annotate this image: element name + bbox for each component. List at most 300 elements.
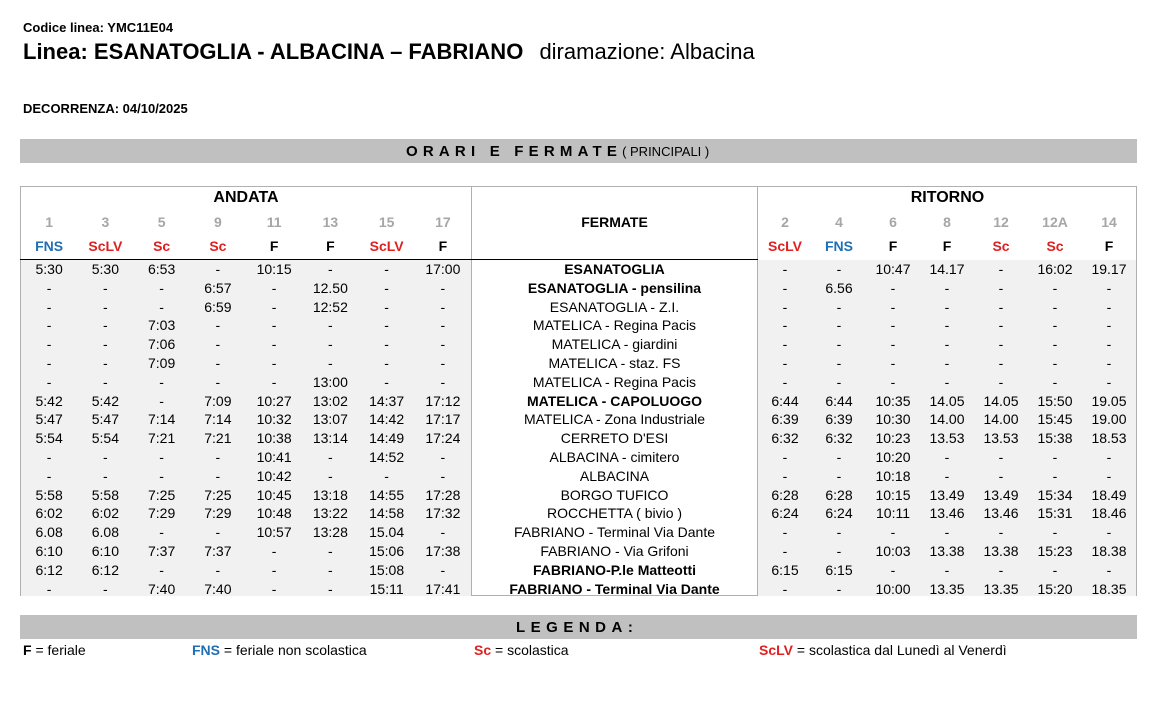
time-cell: 5:58 — [91, 486, 119, 503]
time-cell: - — [998, 373, 1004, 390]
time-cell: 10:48 — [256, 505, 292, 522]
ritorno-row — [758, 486, 1136, 505]
time-cell: - — [998, 279, 1004, 296]
time-cell: - — [1052, 524, 1058, 541]
time-cell: - — [159, 298, 164, 315]
time-cell: 13.53 — [983, 430, 1019, 447]
time-cell: - — [1052, 373, 1058, 390]
time-cell: - — [103, 580, 108, 597]
time-cell: 17:32 — [425, 505, 461, 522]
run-number: 12 — [993, 214, 1009, 230]
time-cell: 14:58 — [369, 505, 405, 522]
time-cell: 15:50 — [1037, 392, 1073, 409]
andata-row — [21, 580, 471, 599]
time-cell: - — [384, 354, 389, 371]
run-number: 6 — [889, 214, 897, 230]
time-cell: 6:28 — [771, 486, 799, 503]
time-cell: - — [215, 373, 221, 390]
time-cell: 17:38 — [425, 542, 461, 559]
andata-row — [21, 373, 471, 392]
time-cell: - — [1106, 279, 1112, 296]
time-cell: - — [103, 317, 108, 334]
time-cell: - — [271, 373, 277, 390]
time-cell: 14:49 — [369, 430, 405, 447]
ritorno-row — [758, 373, 1136, 392]
time-cell: 7:09 — [204, 392, 232, 409]
time-cell: - — [1052, 448, 1058, 465]
time-cell: 13.46 — [929, 505, 965, 522]
time-cell: 6:39 — [771, 411, 799, 428]
time-cell: - — [159, 392, 164, 409]
time-cell: 18.49 — [1091, 486, 1127, 503]
time-cell: 6:44 — [825, 392, 853, 409]
time-cell: 6:39 — [825, 411, 853, 428]
andata-row — [21, 354, 471, 373]
time-cell: 13:00 — [312, 373, 348, 390]
time-cell: 12.50 — [312, 279, 348, 296]
run-type: F — [1104, 238, 1114, 254]
time-cell: - — [836, 261, 842, 277]
time-cell: 13.38 — [929, 542, 965, 559]
run-type: Sc — [209, 238, 227, 254]
time-cell: - — [215, 354, 221, 371]
stop-name: FABRIANO-P.le Matteotti — [532, 561, 697, 578]
time-cell: - — [944, 354, 950, 371]
time-cell: - — [328, 542, 333, 559]
section-title-sub: ( PRINCIPALI ) — [622, 144, 710, 159]
time-cell: - — [328, 580, 333, 597]
time-cell: 14:52 — [369, 448, 405, 465]
time-cell: 6:53 — [148, 261, 176, 277]
run-type: F — [888, 238, 898, 254]
time-cell: - — [782, 279, 788, 296]
time-cell: - — [328, 467, 333, 484]
time-cell: 5:30 — [35, 261, 63, 277]
time-cell: 13:18 — [312, 486, 348, 503]
time-cell: - — [271, 561, 277, 578]
time-cell: 6.56 — [825, 279, 853, 296]
time-cell: - — [103, 467, 108, 484]
ritorno-row — [758, 392, 1136, 411]
time-cell: 7:21 — [204, 430, 232, 447]
time-cell: - — [46, 336, 52, 353]
time-cell: - — [159, 467, 164, 484]
time-cell: 15:11 — [369, 580, 404, 597]
section-title — [406, 143, 709, 160]
andata-title: ANDATA — [213, 189, 279, 206]
time-cell: - — [944, 373, 950, 390]
time-cell: 19.05 — [1091, 392, 1127, 409]
time-cell: - — [159, 561, 164, 578]
time-cell: 7:25 — [148, 486, 176, 503]
ritorno-row — [758, 410, 1136, 429]
time-cell: 16:02 — [1037, 261, 1073, 277]
stop-name: MATELICA - giardini — [551, 336, 678, 353]
time-cell: - — [998, 298, 1004, 315]
stop-name: MATELICA - Regina Pacis — [532, 317, 697, 334]
time-cell: - — [998, 561, 1004, 578]
time-cell: - — [944, 298, 950, 315]
time-cell: - — [782, 580, 788, 597]
fermate-title: FERMATE — [581, 214, 648, 230]
andata-row — [21, 504, 471, 523]
run-number: 3 — [101, 214, 110, 230]
time-cell: - — [782, 467, 788, 484]
stop-names — [471, 260, 758, 598]
time-cell: 6.08 — [91, 524, 119, 541]
time-cell: - — [1106, 317, 1112, 334]
legend-text: = scolastica dal Lunedì al Venerdì — [792, 642, 1007, 658]
legend-item-sclv — [759, 642, 1007, 658]
time-cell: - — [103, 298, 108, 315]
branch-label: diramazione: Albacina — [539, 39, 755, 64]
time-cell: - — [328, 354, 333, 371]
time-cell: - — [1052, 279, 1058, 296]
andata-row — [21, 279, 471, 298]
time-cell: - — [1106, 561, 1112, 578]
stop-name: ESANATOGLIA - Z.I. — [549, 298, 680, 315]
ritorno-row — [758, 542, 1136, 561]
time-cell: 13:02 — [312, 392, 348, 409]
time-cell: 10:41 — [256, 448, 292, 465]
time-cell: 13:22 — [312, 505, 348, 522]
time-cell: 6:10 — [91, 542, 119, 559]
ritorno-row — [758, 298, 1136, 317]
time-cell: 10:35 — [875, 392, 911, 409]
time-cell: - — [782, 524, 788, 541]
time-cell: 5:47 — [35, 411, 63, 428]
time-cell: 14.00 — [929, 411, 965, 428]
time-cell: 15:23 — [1037, 542, 1073, 559]
time-cell: - — [384, 467, 389, 484]
time-cell: - — [384, 373, 389, 390]
run-number: 14 — [1101, 214, 1117, 230]
time-cell: 5:42 — [91, 392, 119, 409]
legend-code: ScLV — [759, 642, 793, 658]
time-cell: 7:40 — [148, 580, 176, 597]
time-cell: 17:00 — [425, 261, 461, 277]
legend-band — [20, 615, 1137, 639]
time-cell: - — [440, 354, 446, 371]
time-cell: - — [384, 298, 389, 315]
run-type: FNS — [35, 238, 64, 254]
line-name: Linea: ESANATOGLIA - ALBACINA – FABRIANO — [23, 39, 524, 64]
legend-code: Sc — [474, 642, 492, 658]
run-type: ScLV — [768, 238, 802, 254]
time-cell: 5:42 — [35, 392, 63, 409]
time-cell: 7:25 — [204, 486, 232, 503]
time-cell: 7:29 — [204, 505, 232, 522]
time-cell: 15:08 — [369, 561, 405, 578]
time-cell: - — [1052, 561, 1058, 578]
stop-name: ROCCHETTA ( bivio ) — [546, 505, 683, 522]
ritorno-row — [758, 467, 1136, 486]
legend-text: = scolastica — [491, 642, 569, 658]
run-number: 2 — [781, 214, 789, 230]
time-cell: - — [215, 317, 221, 334]
time-cell: - — [1106, 373, 1112, 390]
time-cell: 6:12 — [35, 561, 63, 578]
run-type: ScLV — [88, 238, 123, 254]
run-number: 8 — [943, 214, 951, 230]
time-cell: 14:37 — [369, 392, 405, 409]
time-cell: 7:03 — [148, 317, 176, 334]
andata-row — [21, 316, 471, 335]
ritorno-row — [758, 335, 1136, 354]
time-cell: 13.46 — [983, 505, 1019, 522]
time-cell: 7:14 — [204, 411, 232, 428]
time-cell: - — [998, 317, 1004, 334]
time-cell: 19.00 — [1091, 411, 1127, 428]
time-cell: - — [103, 336, 108, 353]
legend-text: = feriale non scolastica — [220, 642, 367, 658]
run-number: 17 — [435, 214, 451, 230]
stop-name: ALBACINA — [579, 467, 650, 484]
stop-name: MATELICA - CAPOLUOGO — [527, 392, 702, 409]
time-cell: - — [782, 261, 788, 277]
time-cell: 13.49 — [983, 486, 1019, 503]
time-cell: 10:23 — [875, 430, 911, 447]
ritorno-row — [758, 429, 1136, 448]
time-cell: - — [440, 298, 446, 315]
time-cell: 10:57 — [256, 524, 292, 541]
legend-title: LEGENDA: — [516, 619, 639, 636]
time-cell: 7:06 — [148, 336, 176, 353]
run-type: Sc — [153, 238, 171, 254]
time-cell: 10:00 — [875, 580, 911, 597]
time-cell: - — [46, 580, 52, 597]
andata-row — [21, 429, 471, 448]
time-cell: 13.35 — [929, 580, 965, 597]
time-cell: 14:55 — [369, 486, 405, 503]
time-cell: 10:38 — [256, 430, 292, 447]
time-cell: 7:21 — [148, 430, 176, 447]
ritorno-row — [758, 354, 1136, 373]
time-cell: 6:10 — [35, 542, 63, 559]
time-cell: 10:20 — [875, 448, 911, 465]
time-cell: 14.05 — [983, 392, 1019, 409]
run-type: Sc — [992, 238, 1010, 254]
time-cell: - — [215, 524, 221, 541]
time-cell: - — [46, 373, 52, 390]
time-cell: 5:30 — [91, 261, 119, 277]
time-cell: - — [159, 373, 164, 390]
time-cell: - — [159, 448, 164, 465]
time-cell: 5:47 — [91, 411, 119, 428]
legend — [0, 642, 1173, 662]
run-number: 11 — [266, 214, 282, 230]
time-cell: 13.49 — [929, 486, 965, 503]
run-type: F — [438, 238, 448, 254]
time-cell: 6:02 — [91, 505, 119, 522]
stop-name: BORGO TUFICO — [560, 486, 669, 503]
time-cell: - — [46, 448, 52, 465]
time-cell: - — [782, 542, 788, 559]
run-type: Sc — [1046, 238, 1064, 254]
time-cell: - — [271, 279, 277, 296]
time-cell: - — [836, 467, 842, 484]
time-cell: - — [944, 317, 950, 334]
run-type: FNS — [825, 238, 853, 254]
time-cell: - — [384, 261, 389, 277]
time-cell: - — [836, 336, 842, 353]
stop-name: MATELICA - Regina Pacis — [532, 373, 697, 390]
run-type: F — [326, 238, 335, 254]
legend-text: = feriale — [31, 642, 86, 658]
ritorno-row — [758, 448, 1136, 467]
time-cell: - — [890, 279, 896, 296]
stop-name: ESANATOGLIA - pensilina — [527, 279, 702, 296]
time-cell: - — [46, 279, 52, 296]
time-cell: - — [944, 279, 950, 296]
run-number: 1 — [45, 214, 54, 230]
andata-row — [21, 410, 471, 429]
time-cell: - — [440, 373, 446, 390]
ritorno-title: RITORNO — [910, 189, 985, 206]
time-cell: - — [782, 448, 788, 465]
time-cell: 6:02 — [35, 505, 63, 522]
line-code: Codice linea: YMC11E04 — [23, 20, 174, 35]
time-cell: - — [836, 373, 842, 390]
time-cell: - — [836, 354, 842, 371]
time-cell: - — [836, 448, 842, 465]
time-cell: 17:28 — [425, 486, 461, 503]
time-cell: - — [103, 373, 108, 390]
time-cell: 6:28 — [825, 486, 853, 503]
time-cell: - — [440, 524, 446, 541]
time-cell: 14:42 — [369, 411, 405, 428]
time-cell: 15:34 — [1037, 486, 1073, 503]
time-cell: 10:11 — [876, 505, 910, 522]
run-type: F — [942, 238, 952, 254]
time-cell: 10:45 — [256, 486, 292, 503]
time-cell: 15:31 — [1037, 505, 1073, 522]
time-cell: - — [782, 373, 788, 390]
section-title-main: ORARI E FERMATE — [406, 143, 623, 160]
time-cell: - — [1106, 336, 1112, 353]
time-cell: 18.53 — [1091, 430, 1127, 447]
time-cell: 7:40 — [204, 580, 232, 597]
stop-name: CERRETO D'ESI — [560, 430, 669, 447]
time-cell: 7:09 — [148, 354, 176, 371]
andata-row — [21, 561, 471, 580]
time-cell: - — [1052, 298, 1058, 315]
time-cell: - — [440, 448, 446, 465]
time-cell: - — [998, 467, 1004, 484]
ritorno-row — [758, 316, 1136, 335]
time-cell: 10:32 — [256, 411, 292, 428]
time-cell: 6:15 — [771, 561, 799, 578]
time-cell: 14.05 — [929, 392, 965, 409]
legend-code: F — [23, 642, 32, 658]
time-cell: - — [782, 298, 788, 315]
run-number: 4 — [835, 214, 843, 230]
time-cell: 17:41 — [425, 580, 461, 597]
time-cell: - — [944, 448, 950, 465]
time-cell: 6:59 — [204, 298, 232, 315]
time-cell: - — [328, 261, 333, 277]
time-cell: 15:06 — [369, 542, 405, 559]
andata-run-types — [21, 238, 471, 254]
ritorno-row — [758, 561, 1136, 580]
time-cell: - — [782, 354, 788, 371]
time-cell: - — [46, 298, 52, 315]
time-cell: - — [215, 261, 221, 277]
time-cell: 6:12 — [91, 561, 119, 578]
time-cell: - — [944, 561, 950, 578]
time-cell: 7:37 — [148, 542, 176, 559]
time-cell: - — [328, 561, 333, 578]
time-cell: 12:52 — [312, 298, 348, 315]
time-cell: - — [440, 561, 446, 578]
effective-date: DECORRENZA: 04/10/2025 — [23, 101, 188, 116]
time-cell: 5:54 — [91, 430, 119, 447]
time-cell: - — [384, 317, 389, 334]
andata-row — [21, 486, 471, 505]
time-cell: - — [944, 467, 950, 484]
time-cell: - — [215, 448, 221, 465]
time-cell: 10:30 — [875, 411, 911, 428]
time-cell: 13:07 — [312, 411, 348, 428]
time-cell: - — [46, 467, 52, 484]
time-cell: - — [836, 580, 842, 597]
time-cell: 13:14 — [312, 430, 348, 447]
andata-row — [21, 392, 471, 411]
time-cell: - — [271, 317, 277, 334]
time-cell: - — [944, 336, 950, 353]
time-cell: - — [440, 317, 446, 334]
time-cell: 6.08 — [35, 524, 63, 541]
time-cell: - — [836, 317, 842, 334]
stop-name: ALBACINA - cimitero — [549, 448, 680, 465]
time-cell: 6:32 — [771, 430, 799, 447]
time-cell: 15:38 — [1037, 430, 1073, 447]
time-cell: 19.17 — [1091, 261, 1127, 277]
ritorno-row — [758, 523, 1136, 542]
time-cell: - — [46, 354, 52, 371]
time-cell: - — [440, 467, 446, 484]
time-cell: - — [1106, 524, 1112, 541]
time-cell: - — [271, 354, 277, 371]
time-cell: 15:20 — [1037, 580, 1073, 597]
time-cell: - — [944, 524, 950, 541]
time-cell: - — [159, 279, 164, 296]
andata-row — [21, 523, 471, 542]
andata-row — [21, 467, 471, 486]
time-cell: 10:47 — [875, 261, 911, 277]
run-type: F — [269, 238, 279, 254]
time-cell: 10:15 — [875, 486, 911, 503]
run-number: 9 — [213, 214, 222, 230]
time-cell: - — [159, 524, 164, 541]
time-cell: - — [103, 448, 108, 465]
time-cell: - — [215, 467, 221, 484]
time-cell: 18.38 — [1091, 542, 1127, 559]
stop-name: FABRIANO - Terminal Via Dante — [513, 524, 715, 541]
time-cell: 17:17 — [425, 411, 461, 428]
legend-item-sc — [474, 642, 569, 658]
time-cell: - — [215, 336, 221, 353]
stop-name: FABRIANO - Terminal Via Dante — [509, 580, 720, 597]
andata-times — [21, 260, 471, 596]
legend-code: FNS — [192, 642, 220, 658]
time-cell: - — [998, 524, 1004, 541]
time-cell: 13.38 — [983, 542, 1019, 559]
time-cell: 7:37 — [204, 542, 232, 559]
time-cell: 15:45 — [1037, 411, 1073, 428]
time-cell: - — [103, 354, 108, 371]
time-cell: 6:24 — [825, 505, 853, 522]
